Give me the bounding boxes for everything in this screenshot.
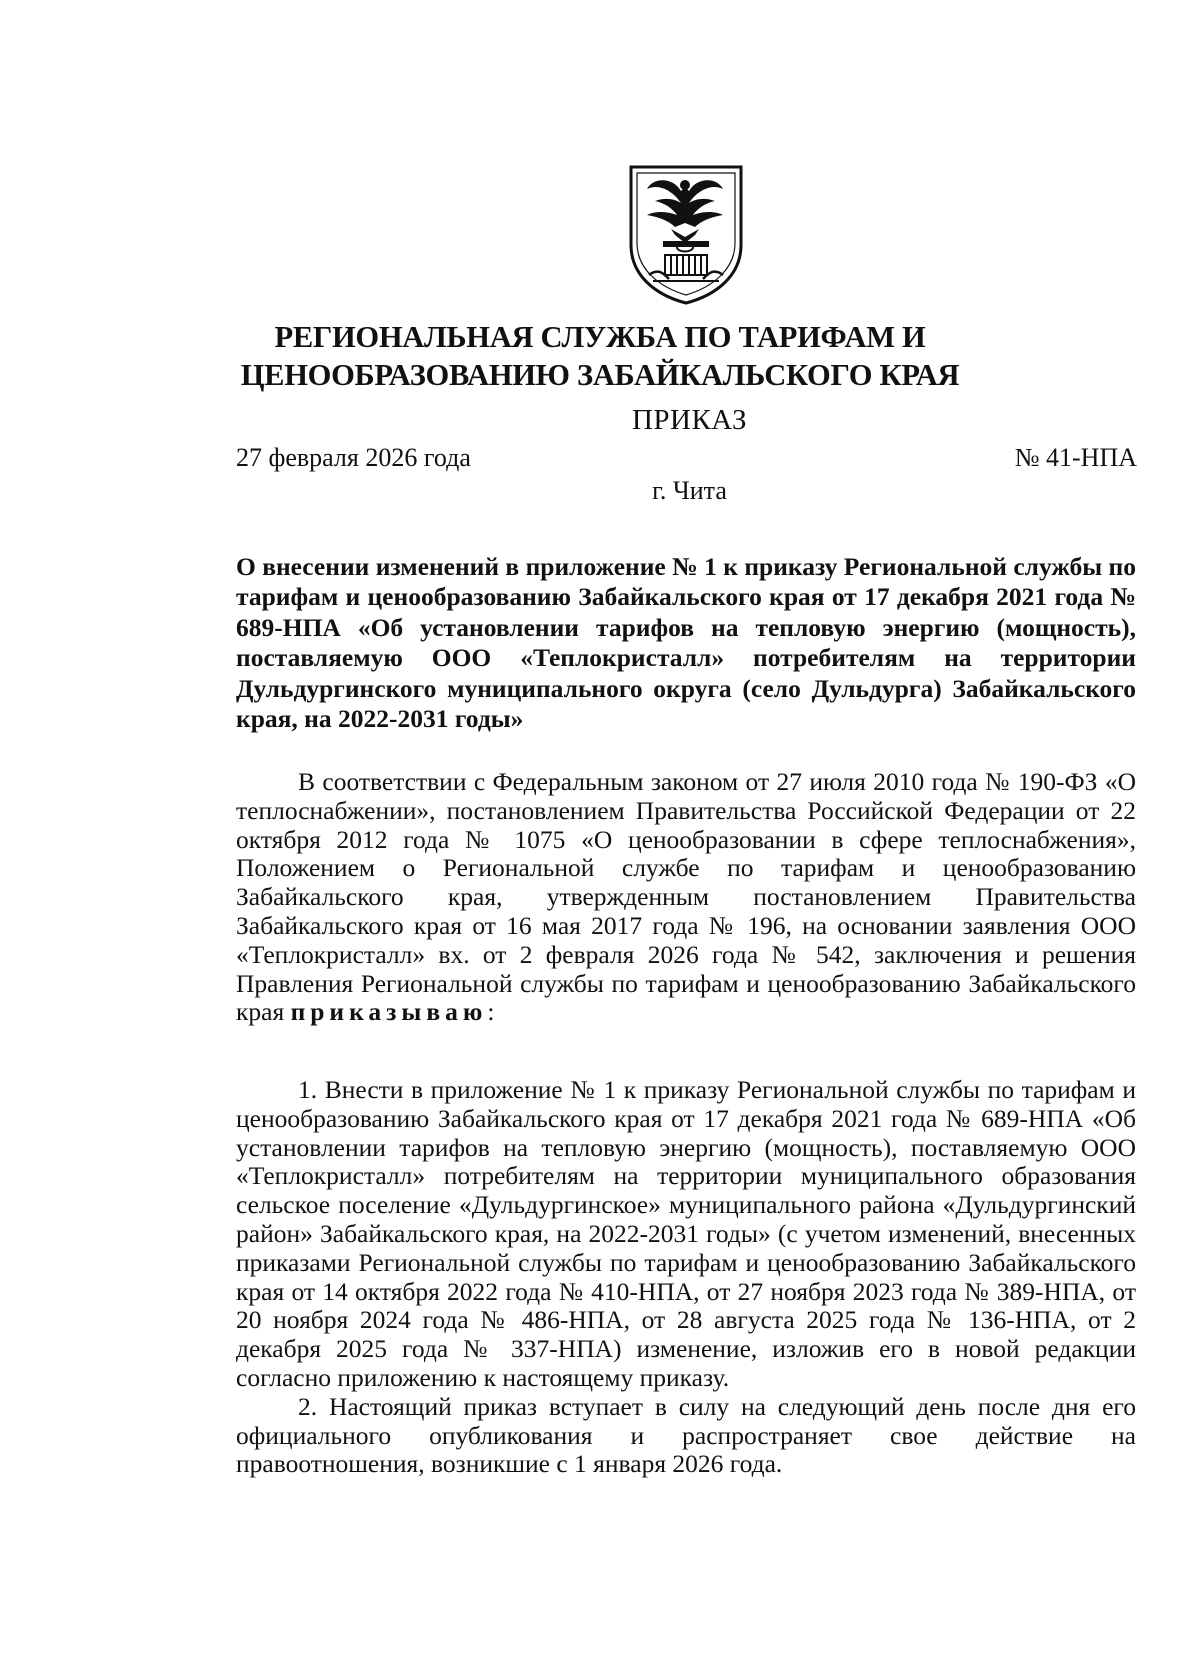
document-number: № 41-НПА bbox=[1014, 443, 1137, 472]
order-item-2: 2. Настоящий приказ вступает в силу на следующий день после дня его официального опубликования и распространяет свое действие на правоотношения, возникшие с 1 января 2026 года. bbox=[236, 1391, 1136, 1479]
organization-title-line-2: ЦЕНООБРАЗОВАНИЮ ЗАБАЙКАЛЬСКОГО КРАЯ bbox=[240, 358, 960, 392]
document-subject: О внесении изменений в приложение № 1 к приказу Региональной службы по тарифам и ценообразованию Забайкальского края от 17 декабря 2021 года № 689-НПА «Об установлении тарифов на тепловую энергию (мощность), поставляемую ООО «Теплокристалл» потребителям на территории Дульдургинского муниципального округа (село Дульдурга) Забайкальского края, на 2022-2031 годы» bbox=[236, 552, 1136, 734]
order-item-1: 1. Внести в приложение № 1 к приказу Региональной службы по тарифам и ценообразованию Забайкальского края от 17 декабря 2021 года № 689-НПА «Об установлении тарифов на тепловую энергию (мощность), поставляемую ООО «Теплокристалл» потребителям на территории муниципального образования сельское поселение «Дульдургинское» муниципального района «Дульдургинский район» Забайкальского края, на 2022-2031 годы» (с учетом изменений, внесенных приказами Региональной службы по тарифам и ценообразованию Забайкальского края от 14 октября 2022 года № 410-НПА, от 27 ноября 2023 года № 389-НПА, от 20 ноября 2024 года № 486-НПА, от 28 августа 2025 года № 136-НПА, от 2 декабря 2025 года № 337-НПА) изменение, изложив его в новой редакции согласно приложению к настоящему приказу. bbox=[236, 1075, 1136, 1392]
order-word: приказываю bbox=[290, 997, 488, 1027]
coat-of-arms-emblem bbox=[625, 163, 747, 305]
preamble-colon: : bbox=[487, 997, 495, 1027]
organization-title bbox=[0, 318, 1200, 394]
document-type: ПРИКАЗ bbox=[631, 404, 748, 436]
order-items bbox=[236, 1076, 1136, 1479]
document-date: 27 февраля 2026 года bbox=[236, 443, 471, 472]
preamble-paragraph bbox=[236, 768, 1136, 1027]
preamble bbox=[236, 768, 1136, 1027]
preamble-text: В соответствии с Федеральным законом от 27 июля 2010 года № 190-ФЗ «О теплоснабжении», постановлением Правительства Российской Федерации от 22 октября 2012 года № 1075 «О ценообразовании в сфере теплоснабжения», Положением о Региональной службе по тарифам и ценообразованию Забайкальского края, утвержденным постановлением Правительства Забайкальского края от 16 мая 2017 года № 196, на основании заявления ООО «Теплокристалл» вх. от 2 февраля 2026 года № 542, заключения и решения Правления Региональной службы по тарифам и ценообразованию Забайкальского края bbox=[236, 767, 1136, 1027]
document-city: г. Чита bbox=[652, 476, 727, 505]
organization-title-line-1: РЕГИОНАЛЬНАЯ СЛУЖБА ПО ТАРИФАМ И bbox=[274, 320, 926, 354]
